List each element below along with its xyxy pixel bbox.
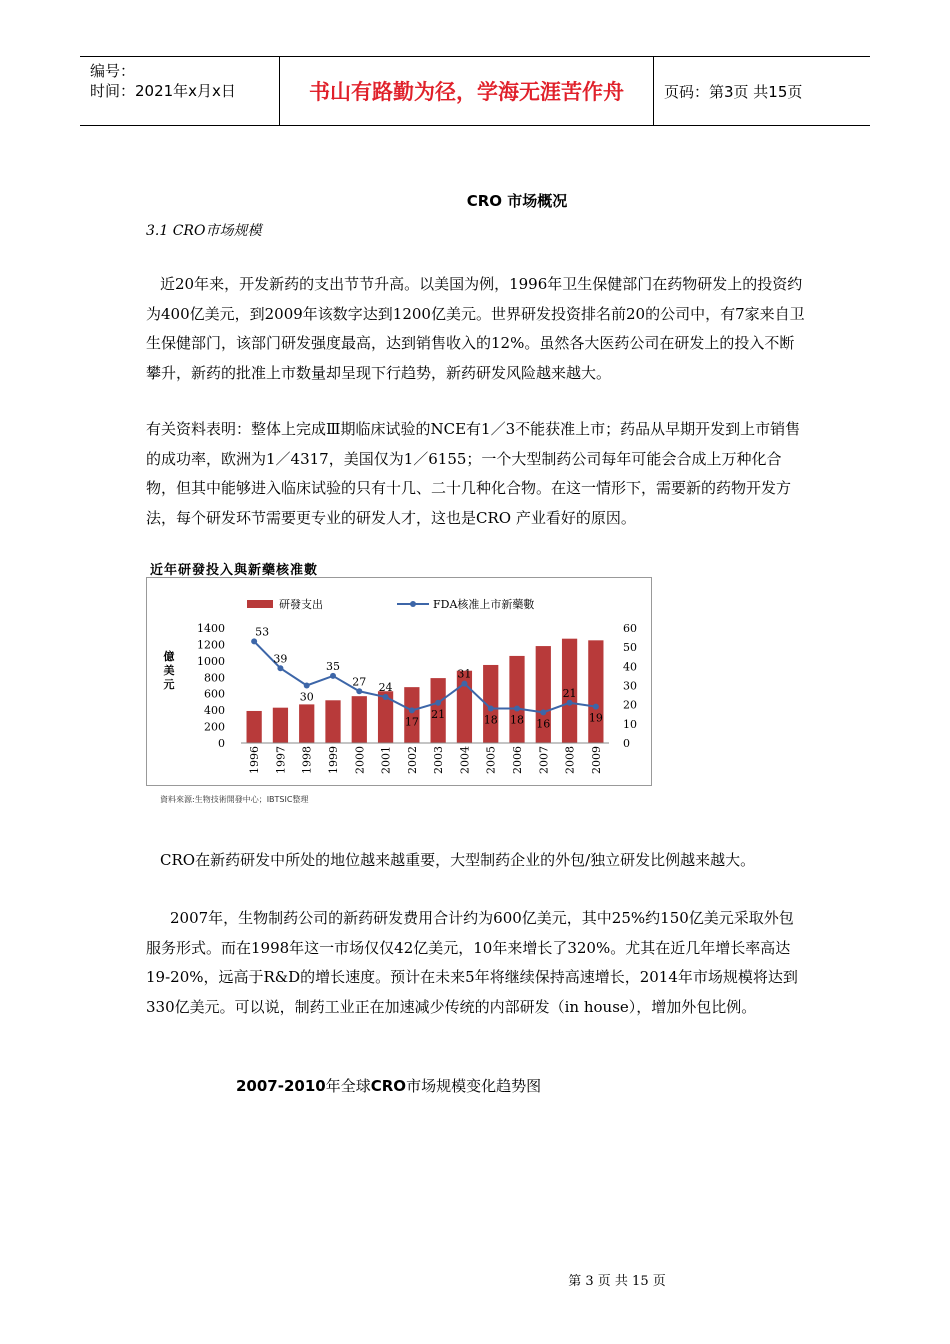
x-tick-label: 2009 [589,746,603,774]
x-tick-label: 2006 [511,746,524,774]
fda-point-2002 [409,707,415,713]
chart-title: 近年研發投入與新藥核准數 [150,563,319,578]
y-axis-label-char: 美 [163,664,175,677]
header-meta [80,57,280,125]
fda-point-2001 [383,694,389,700]
bar-2000 [352,696,367,743]
x-tick-label: 2002 [405,746,419,774]
bar-1997 [273,708,288,743]
fda-point-1998 [304,683,310,689]
y-axis-label-char: 元 [163,678,175,691]
caption-end: 市场规模变化趋势图 [406,1077,542,1095]
fda-data-label: 39 [273,652,288,666]
y2-tick-label: 30 [623,679,637,693]
fda-point-2005 [488,706,494,712]
bar-1999 [325,700,340,743]
y-tick-label: 1400 [197,622,225,635]
header-motto: 书山有路勤为径，学海无涯苦作舟 [280,57,654,125]
fda-point-2000 [356,688,362,694]
bar-2006 [509,656,524,743]
paragraph-4: 2007年，生物制药公司的新药研发费用合计约为600亿美元，其中25%约150亿美元采取外包服务形式。而在1998年这一市场仅仅42亿美元，10年来增长了320%。尤其在近几年增长率高达19-20%，远高于R&D的增长速度。预计在未来5年将继续保持高速增长，2014年市场规模将达到330亿美元。可以说，制药工业正在加速减少传统的内部研发（in house），增加外包比例。 [146,909,798,1016]
fda-data-label: 30 [299,690,314,704]
fda-data-label: 18 [510,713,524,727]
x-tick-label: 2004 [458,746,472,774]
fda-data-label: 17 [404,715,419,729]
fda-data-label: 21 [431,707,446,721]
fda-point-2003 [435,700,441,706]
y-tick-label: 800 [204,671,225,685]
x-tick-label: 1996 [248,746,262,774]
x-tick-label: 2007 [537,746,551,774]
x-tick-label: 1999 [327,746,340,774]
y-axis-label-char: 億 [163,650,175,663]
fda-data-label: 31 [457,667,472,681]
bar-2009 [588,640,603,743]
chart-frame [146,577,652,786]
header-page-info: 页码：第3页 共15页 [664,82,803,101]
y2-tick-label: 10 [623,717,637,731]
page-footer: 第 3 页 共 15 页 [568,1274,666,1289]
y-tick-label: 1000 [197,654,225,668]
bar-1996 [247,711,262,743]
figure-caption [236,1075,541,1096]
y-tick-label: 0 [218,737,225,750]
y-tick-label: 400 [204,704,225,718]
paragraph-3: CRO在新药研发中所处的地位越来越重要，大型制药企业的外包/独立研发比例越来越大。 [160,851,756,869]
legend-label-rd: 研發支出 [279,598,323,611]
x-tick-label: 2001 [379,746,393,774]
section-heading: 3.1 CRO市场规模 [146,223,262,239]
fda-point-2007 [540,709,546,715]
fda-data-label: 19 [588,711,603,725]
caption-cro: CRO [370,1077,407,1095]
legend-marker-fda [410,601,416,607]
x-tick-label: 1997 [274,746,288,774]
x-tick-label: 2008 [563,746,577,774]
y-tick-label: 200 [204,720,225,734]
caption-mid: 年全球 [325,1077,371,1095]
paragraph-1: 近20年来，开发新药的支出节节升高。以美国为例，1996年卫生保健部门在药物研发上的投资约为400亿美元，到2009年该数字达到1200亿美元。世界研发投资排名前20的公司中，有7家来自卫生保健部门，该部门研发强度最高，达到销售收入的12%。虽然各大医药公司在研发上的投入不断攀升，新药的批准上市数量却呈现下行趋势，新药研发风险越来越大。 [146,275,805,382]
y2-tick-label: 60 [623,622,637,635]
y-tick-label: 1200 [197,638,225,652]
y-tick-label: 600 [204,687,225,701]
fda-data-label: 27 [352,675,367,689]
caption-years: 2007-2010 [236,1077,326,1095]
fda-point-2006 [514,706,520,712]
fda-data-label: 18 [483,713,498,727]
paragraph-2: 有关资料表明：整体上完成Ⅲ期临床试验的NCE有1／3不能获准上市；药品从早期开发到上市销售的成功率，欧洲为1／4317，美国仅为1／6155；一个大型制药公司每年可能会合成上万种化合物，但其中能够进入临床试验的只有十几、二十几种化合物。在这一情形下，需要新的药物开发方法，每个研发环节需要更专业的研发人才，这也是CRO 产业看好的原因。 [146,420,801,527]
document-time: 时间：2021年x月x日 [90,82,236,100]
fda-data-label: 35 [326,659,340,673]
fda-point-1997 [277,665,283,671]
bar-1998 [299,704,314,743]
rd-chart [147,578,651,785]
fda-point-1996 [251,638,257,644]
y2-tick-label: 40 [623,660,637,674]
x-tick-label: 2000 [353,746,367,774]
x-tick-label: 2005 [484,746,498,774]
document-title: CRO 市场概况 [466,192,568,210]
fda-point-2009 [593,704,599,710]
x-tick-label: 1998 [300,746,314,774]
y2-tick-label: 50 [623,641,637,655]
document-number-label: 编号： [90,62,136,80]
legend-swatch-rd [247,600,273,608]
y2-tick-label: 0 [623,737,630,750]
fda-point-2008 [567,700,573,706]
chart-source: 資料來源:生物技術開發中心；IBTSIC整理 [160,795,309,804]
legend-label-fda: FDA核准上市新藥數 [433,598,535,611]
x-tick-label: 2003 [432,746,446,774]
page-header [80,56,870,126]
fda-point-2004 [461,681,467,687]
fda-data-label: 16 [536,717,551,731]
y2-tick-label: 20 [623,698,637,712]
fda-data-label: 21 [562,686,577,700]
fda-point-1999 [330,673,336,679]
fda-data-label: 53 [255,625,270,639]
fda-data-label: 24 [378,681,393,694]
